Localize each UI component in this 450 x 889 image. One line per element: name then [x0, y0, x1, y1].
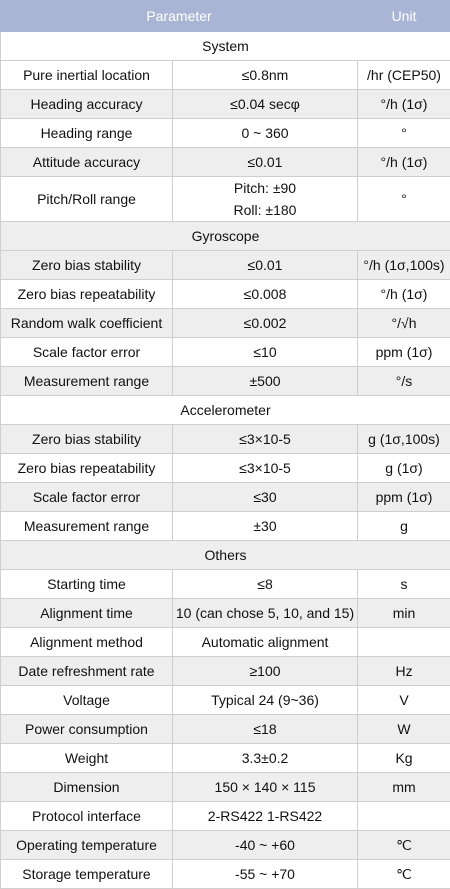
param-unit: °/h (1σ) [358, 90, 450, 119]
param-name: Date refreshment rate [1, 657, 173, 686]
param-name: Heading range [1, 119, 173, 148]
header-parameter: Parameter [1, 1, 358, 32]
section-title-system: System [1, 32, 450, 61]
param-value: ≤30 [173, 483, 358, 512]
param-name: Weight [1, 744, 173, 773]
param-value: ±30 [173, 512, 358, 541]
param-value: ≤3×10-5 [173, 425, 358, 454]
param-unit: °/h (1σ,100s) [358, 251, 450, 280]
param-name: Pure inertial location [1, 61, 173, 90]
param-value: 2-RS422 1-RS422 [173, 802, 358, 831]
param-name: Scale factor error [1, 338, 173, 367]
param-name: Alignment method [1, 628, 173, 657]
param-unit: min [358, 599, 450, 628]
param-name: Measurement range [1, 367, 173, 396]
param-value: ≤0.04 secφ [173, 90, 358, 119]
param-value: ≤18 [173, 715, 358, 744]
section-title-gyroscope: Gyroscope [1, 222, 450, 251]
param-unit: mm [358, 773, 450, 802]
param-name: Random walk coefficient [1, 309, 173, 338]
param-value: ≥100 [173, 657, 358, 686]
param-unit [358, 628, 450, 657]
param-name: Storage temperature [1, 860, 173, 889]
param-unit: V [358, 686, 450, 715]
param-name: Power consumption [1, 715, 173, 744]
header-row [1, 1, 450, 32]
param-name: Operating temperature [1, 831, 173, 860]
param-unit: W [358, 715, 450, 744]
param-unit: ° [358, 177, 450, 222]
param-value: Typical 24 (9~36) [173, 686, 358, 715]
section-title-accelerometer: Accelerometer [1, 396, 450, 425]
param-unit: °/s [358, 367, 450, 396]
param-value: 3.3±0.2 [173, 744, 358, 773]
param-value: ≤3×10-5 [173, 454, 358, 483]
param-value: ±500 [173, 367, 358, 396]
param-unit: °/h (1σ) [358, 280, 450, 309]
param-unit: Kg [358, 744, 450, 773]
param-name: Pitch/Roll range [1, 177, 173, 222]
param-value: 150 × 140 × 115 [173, 773, 358, 802]
pitch-range: Pitch: ±90 [173, 177, 357, 199]
param-value: ≤0.008 [173, 280, 358, 309]
roll-range: Roll: ±180 [173, 199, 357, 221]
param-value: ≤8 [173, 570, 358, 599]
param-unit [358, 802, 450, 831]
param-name: Heading accuracy [1, 90, 173, 119]
param-name: Voltage [1, 686, 173, 715]
param-value: -55 ~ +70 [173, 860, 358, 889]
param-unit: ° [358, 119, 450, 148]
param-unit: Hz [358, 657, 450, 686]
param-name: Attitude accuracy [1, 148, 173, 177]
param-unit: ppm (1σ) [358, 338, 450, 367]
param-name: Zero bias repeatability [1, 454, 173, 483]
param-unit: g (1σ) [358, 454, 450, 483]
param-value: ≤0.8nm [173, 61, 358, 90]
param-value: ≤10 [173, 338, 358, 367]
param-name: Alignment time [1, 599, 173, 628]
header-unit: Unit [358, 1, 450, 32]
param-unit: s [358, 570, 450, 599]
param-unit: /hr (CEP50) [358, 61, 450, 90]
param-name: Zero bias stability [1, 251, 173, 280]
param-unit: °/√h [358, 309, 450, 338]
param-name: Zero bias repeatability [1, 280, 173, 309]
param-value: ≤0.01 [173, 148, 358, 177]
param-value: -40 ~ +60 [173, 831, 358, 860]
param-unit: g (1σ,100s) [358, 425, 450, 454]
param-name: Starting time [1, 570, 173, 599]
param-value: ≤0.002 [173, 309, 358, 338]
param-unit: ℃ [358, 831, 450, 860]
param-value [173, 177, 358, 222]
param-name: Dimension [1, 773, 173, 802]
param-name: Protocol interface [1, 802, 173, 831]
param-name: Scale factor error [1, 483, 173, 512]
param-unit: ℃ [358, 860, 450, 889]
param-unit: g [358, 512, 450, 541]
param-name: Zero bias stability [1, 425, 173, 454]
param-value: 0 ~ 360 [173, 119, 358, 148]
param-unit: °/h (1σ) [358, 148, 450, 177]
param-value: Automatic alignment [173, 628, 358, 657]
param-unit: ppm (1σ) [358, 483, 450, 512]
section-title-others: Others [1, 541, 450, 570]
param-value: 10 (can chose 5, 10, and 15) [173, 599, 358, 628]
param-value: ≤0.01 [173, 251, 358, 280]
param-name: Measurement range [1, 512, 173, 541]
